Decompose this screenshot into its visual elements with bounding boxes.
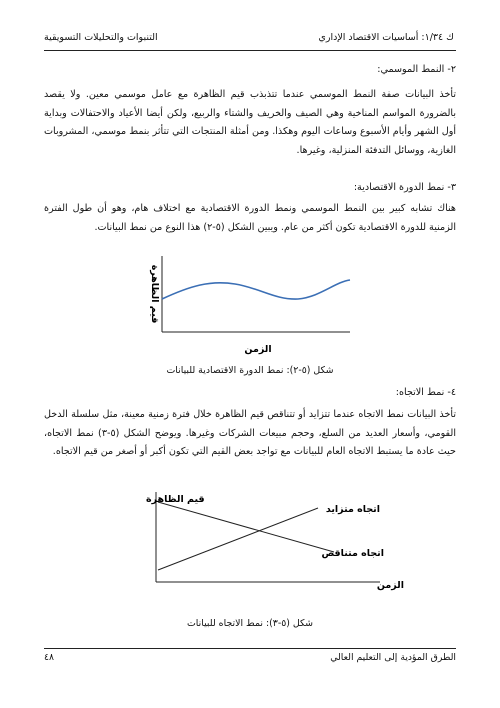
footer-rule [44,648,456,649]
trend-pattern-figure [112,488,412,606]
header-chapter-title: ك ١/٣٤: أساسيات الاقتصاد الإداري [318,32,454,43]
paragraph-trend: تأخذ البيانات نمط الاتجاه عندما تتزايد أو تتناقص قيم الظاهرة خلال فترة زمنية معينة، مثل سلسلة الدخل القومي، وأسعار العديد من السلع، وحجم مبيعات الشركات وغيرها. ويوضح الشكل (٥-٣) نمط الاتجاه، حيث عادة ما يستبط الاتجاه العام للبيانات مع تواجد بعض القيم التي تكون أكبر أو أصغر من قيم الاتجاه. [44,409,456,457]
section-heading-seasonal: ٢- النمط الموسمي: [377,64,456,75]
section-heading-trend: ٤- نمط الاتجاه: [395,387,456,398]
paragraph-cycle: هناك تشابه كبير بين النمط الموسمي ونمط الدورة الاقتصادية مع اختلاف هام، وهو أن طول الفترة الزمنية للدورة الاقتصادية تكون أكثر من عام. ويبين الشكل (٥-٢) هذا النوع من نمط البيانات. [44,203,456,233]
page-header [44,32,454,48]
cycle-curve [162,280,350,299]
figure1-x-label: الزمن [244,344,272,355]
increasing-trend-line [158,508,318,570]
cycle-pattern-figure [140,252,380,360]
figure2-x-label: الزمن [376,580,404,591]
figure2-caption: شكل (٥-٣): نمط الاتجاه للبيانات [186,618,314,629]
increasing-trend-label: اتجاه متزايد [325,504,380,515]
footer-book-title: الطرق المؤدية إلى التعليم العالي [330,652,456,663]
section-heading-cycle: ٣- نمط الدورة الاقتصادية: [353,182,456,193]
paragraph-seasonal: تأخذ البيانات صفة النمط الموسمي عندما تتذبذب قيم الظاهرة مع عامل موسمي معين. ولا يقصد بالضرورة المواسم المناخية وهي الصيف والخريف والشتاء والربيع، ولكن أيضا الأعياد والاحتفالات وبداية أول الشهر وأيام الأسبوع وساعات اليوم وهكذا. ومن أمثلة المنتجات التي تتأثر بنمط موسمي، المشروبات الغازية، ووسائل التدفئة المنزلية، وغيرها. [44,89,456,156]
figure1-y-label: قيم الظاهرة [149,264,160,324]
decreasing-trend-label: اتجاه متناقص [321,548,384,559]
page-footer [44,652,456,666]
header-rule [44,50,456,51]
figure1-caption: شكل (٥-٢): نمط الدورة الاقتصادية للبيانات [166,365,334,376]
header-section-title: التنبوات والتحليلات التسويقية [44,32,158,43]
figure2-y-label: قيم الظاهرة [146,494,205,505]
decreasing-trend-line [158,502,334,552]
page-number: ٤٨ [44,652,54,663]
